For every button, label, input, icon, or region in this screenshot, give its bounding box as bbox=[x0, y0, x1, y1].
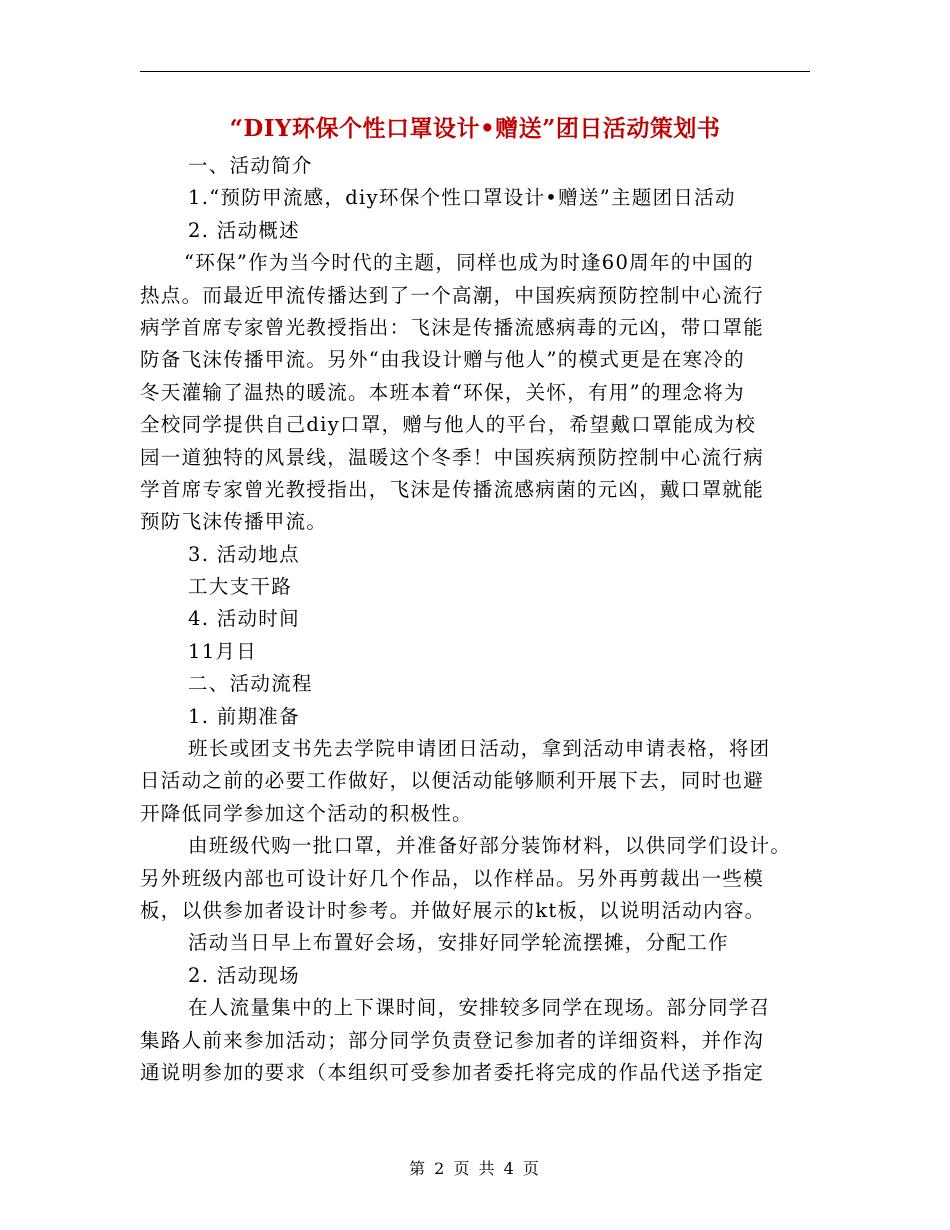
body-line: 学首席专家曾光教授指出，飞沫是传播流感病菌的元凶，戴口罩就能 bbox=[140, 477, 765, 501]
body-line: 二、活动流程 bbox=[188, 672, 313, 696]
body-line: 一、活动简介 bbox=[188, 154, 313, 177]
document-title: “DIY环保个性口罩设计•赠送”团日活动策划书 bbox=[229, 115, 721, 142]
body-line: 3. 活动地点 bbox=[188, 542, 300, 566]
body-line: 园一道独特的风景线，温暖这个冬季！中国疾病预防控制中心流行病 bbox=[140, 445, 765, 469]
body-line: “环保”作为当今时代的主题，同样也成为时逢60周年的中国的 bbox=[184, 251, 754, 275]
page-footer: 第 2 页 共 4 页 bbox=[409, 1159, 541, 1178]
body-line: 1.“预防甲流感，diy环保个性口罩设计•赠送”主题团日活动 bbox=[188, 186, 736, 210]
body-line: 由班级代购一批口罩，并准备好部分装饰材料，以供同学们设计。 bbox=[188, 834, 792, 858]
body-line: 开降低同学参加这个活动的积极性。 bbox=[140, 801, 473, 825]
body-line: 2. 活动现场 bbox=[188, 963, 300, 987]
body-line: 2. 活动概述 bbox=[188, 218, 300, 242]
body-line: 工大支干路 bbox=[188, 575, 293, 599]
document-body bbox=[140, 150, 810, 1089]
body-line: 4. 活动时间 bbox=[188, 607, 300, 631]
body-line: 11月日 bbox=[188, 639, 258, 663]
body-line: 冬天灌输了温热的暖流。本班本着“环保，关怀，有用”的理念将为 bbox=[140, 380, 745, 404]
header-rule bbox=[140, 71, 810, 72]
body-line: 预防飞沫传播甲流。 bbox=[140, 510, 328, 534]
body-line: 集路人前来参加活动；部分同学负责登记参加者的详细资料，并作沟 bbox=[140, 1028, 765, 1052]
body-line: 在人流量集中的上下课时间，安排较多同学在现场。部分同学召 bbox=[188, 996, 771, 1020]
body-line: 病学首席专家曾光教授指出：飞沫是传播流感病毒的元凶，带口罩能 bbox=[140, 315, 765, 339]
body-line: 活动当日早上布置好会场，安排好同学轮流摆摊，分配工作 bbox=[188, 931, 729, 955]
body-line: 防备飞沫传播甲流。另外“由我设计赠与他人”的模式更是在寒冷的 bbox=[140, 348, 745, 372]
body-line: 全校同学提供自己diy口罩，赠与他人的平台，希望戴口罩能成为校 bbox=[140, 413, 757, 437]
body-line: 班长或团支书先去学院申请团日活动，拿到活动申请表格，将团 bbox=[188, 737, 771, 761]
body-line: 板，以供参加者设计时参考。并做好展示的kt板，以说明活动内容。 bbox=[140, 898, 766, 922]
body-line: 日活动之前的必要工作做好，以便活动能够顺利开展下去，同时也避 bbox=[140, 769, 765, 793]
body-line: 通说明参加的要求（本组织可受参加者委托将完成的作品代送予指定 bbox=[140, 1060, 765, 1084]
body-line: 热点。而最近甲流传播达到了一个高潮，中国疾病预防控制中心流行 bbox=[140, 283, 765, 307]
body-line: 1. 前期准备 bbox=[188, 704, 300, 728]
body-line: 另外班级内部也可设计好几个作品，以作样品。另外再剪裁出一些模 bbox=[140, 866, 765, 890]
